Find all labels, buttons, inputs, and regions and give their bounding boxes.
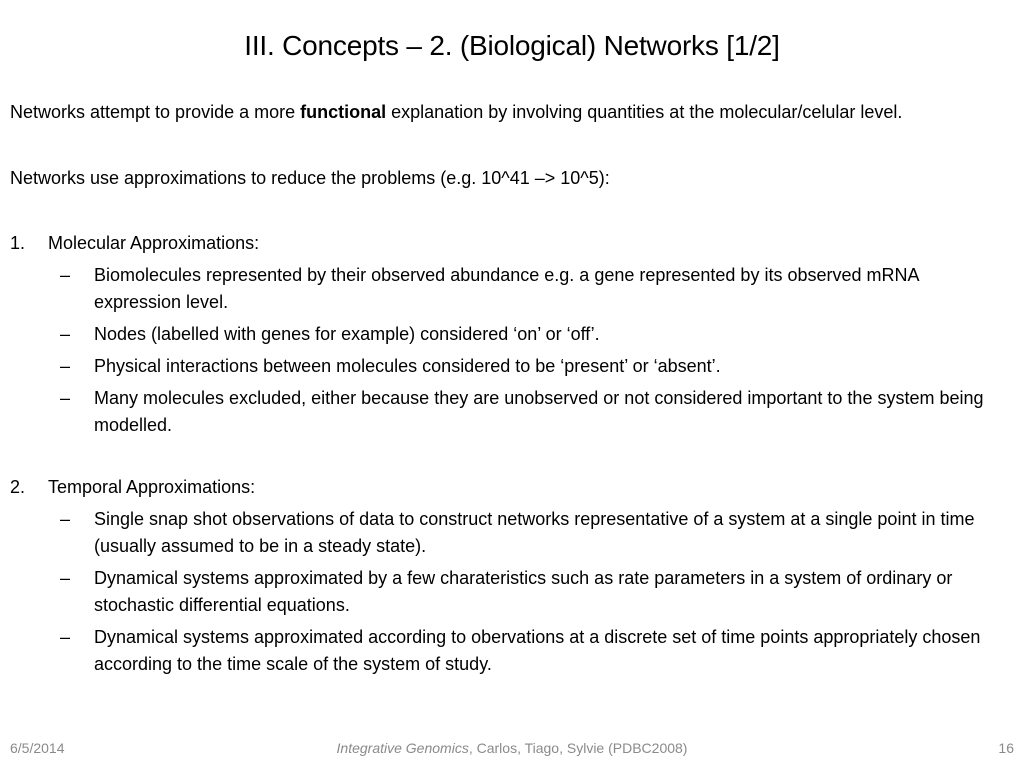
slide-body	[10, 99, 1010, 678]
footer-citation	[0, 739, 1024, 757]
bullet-text: Biomolecules represented by their observed abundance e.g. a gene represented by its observed mRNA expression level.	[94, 265, 919, 312]
slide-title: III. Concepts – 2. (Biological) Networks [1/2]	[244, 30, 780, 61]
bullet-text: Dynamical systems approximated according to obervations at a discrete set of time points appropriately chosen according to the time scale of the system of study.	[94, 627, 981, 674]
section-heading-text: Temporal Approximations:	[48, 477, 256, 497]
bullet-dash: –	[60, 324, 71, 344]
footer-date: 6/5/2014	[10, 740, 65, 756]
footer-authors: , Carlos, Tiago, Sylvie (PDBC2008)	[468, 740, 688, 756]
section-temporal	[10, 474, 1010, 678]
bullet-text: Physical interactions between molecules considered to be ‘present’ or ‘absent’.	[94, 356, 721, 376]
section-number: 1.	[10, 233, 26, 253]
footer-page-number: 16	[998, 740, 1014, 756]
bullet-item	[10, 565, 1010, 619]
bullet-text: Dynamical systems approximated by a few charateristics such as rate parameters in a system of ordinary or stochastic differential equations.	[94, 568, 953, 615]
intro-text-start: Networks attempt to provide a more	[10, 102, 301, 122]
section-heading	[10, 230, 1010, 257]
intro-bold-word: functional	[300, 102, 387, 122]
section-molecular	[10, 230, 1010, 439]
bullet-item	[10, 262, 1010, 316]
bullet-text: Many molecules excluded, either because they are unobserved or not considered important to the system being modelled.	[94, 388, 984, 435]
bullet-dash: –	[60, 509, 71, 529]
bullet-item	[10, 624, 1010, 678]
bullet-dash: –	[60, 356, 71, 376]
intro-text-end: explanation by involving quantities at the molecular/celular level.	[386, 102, 903, 122]
bullet-item	[10, 321, 1010, 348]
approximations-paragraph: Networks use approximations to reduce the problems (e.g. 10^41 –> 10^5):	[10, 168, 610, 188]
bullet-text: Single snap shot observations of data to construct networks representative of a system at a single point in time (usually assumed to be in a steady state).	[94, 509, 975, 556]
bullet-dash: –	[60, 568, 71, 588]
bullet-item	[10, 353, 1010, 380]
footer-course-title: Integrative Genomics	[336, 740, 469, 756]
section-heading	[10, 474, 1010, 501]
bullet-dash: –	[60, 627, 71, 647]
bullet-item	[10, 385, 1010, 439]
bullet-dash: –	[60, 265, 71, 285]
section-heading-text: Molecular Approximations:	[48, 233, 260, 253]
bullet-item	[10, 506, 1010, 560]
bullet-dash: –	[60, 388, 71, 408]
section-number: 2.	[10, 477, 26, 497]
intro-paragraph	[10, 99, 1010, 126]
bullet-text: Nodes (labelled with genes for example) considered ‘on’ or ‘off’.	[94, 324, 600, 344]
